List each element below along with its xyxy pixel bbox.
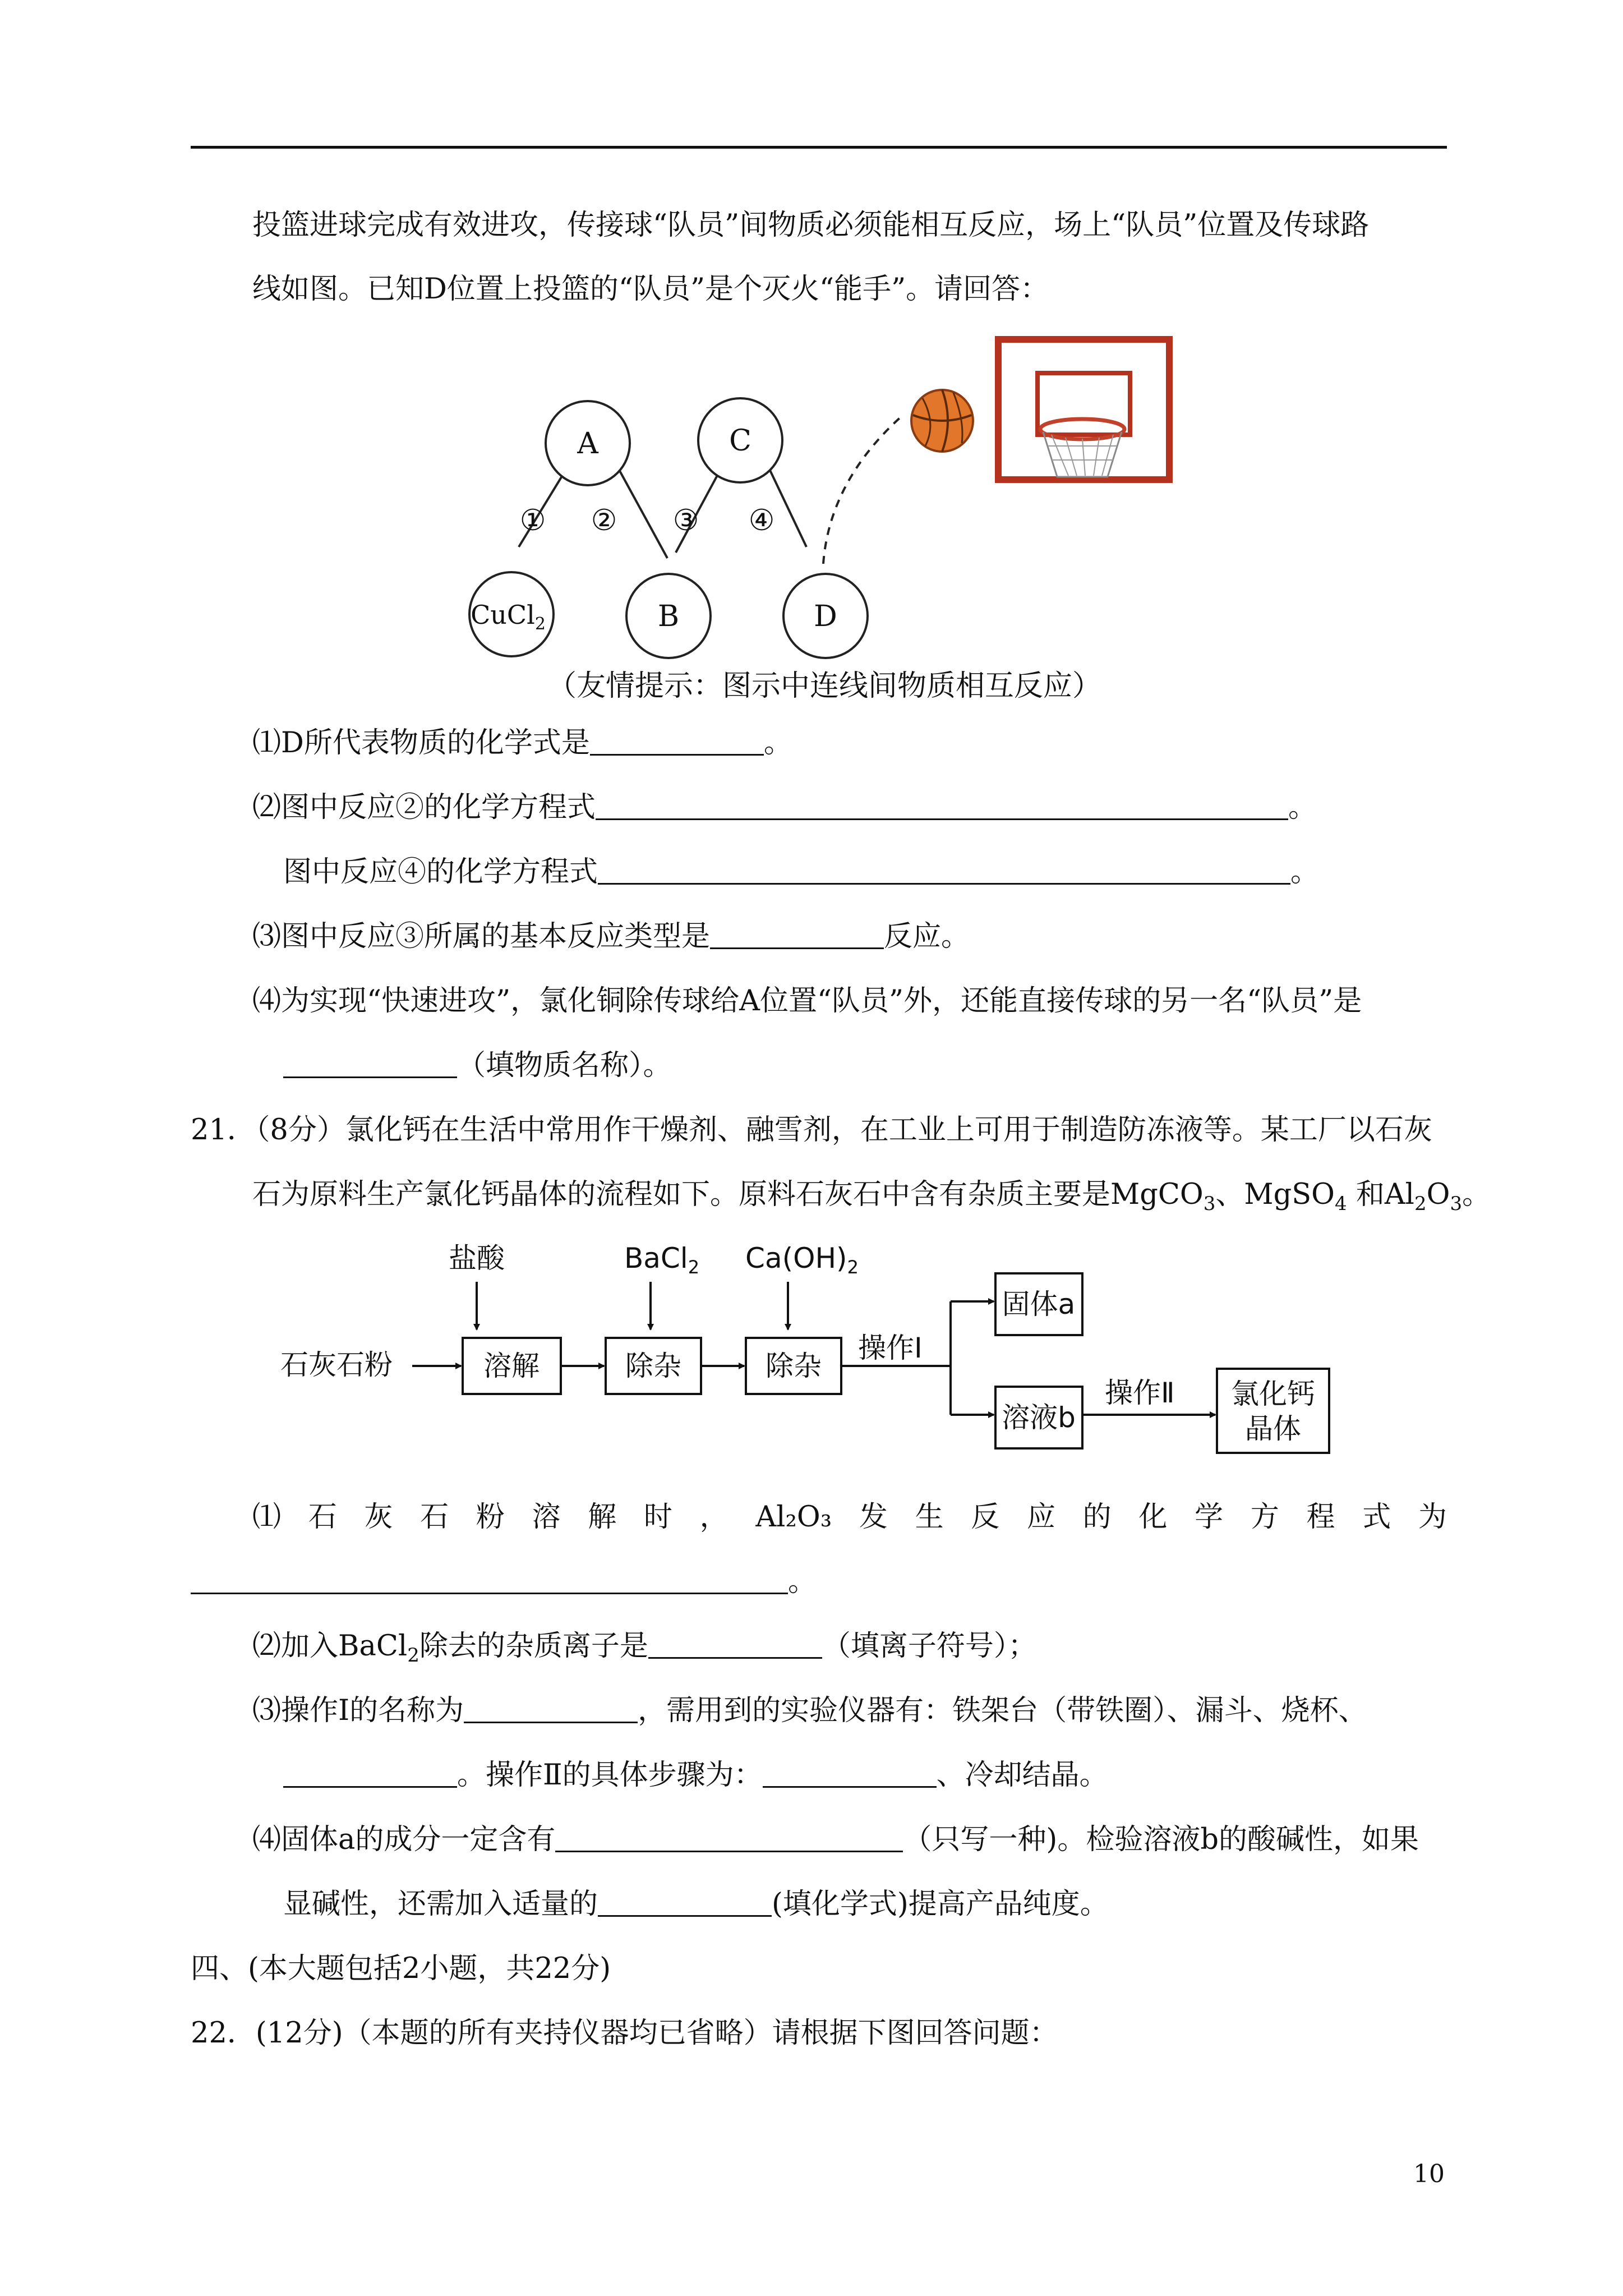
passing-diagram [460,331,1189,712]
page-number: 10 [1413,2160,1445,2188]
diagram-caption: （友情提示：图示中连线间物质相互反应） [547,669,1102,703]
box-product-label-2: 晶体 [1245,1412,1301,1445]
answer-blank-20-4[interactable] [283,1051,457,1078]
box-solution-b-label: 溶液b [1002,1401,1076,1434]
answer-blank-21-2[interactable] [648,1631,822,1659]
answer-blank-20-2b[interactable] [598,857,1290,885]
q21-p3-line2: 。操作Ⅱ的具体步骤为： 、冷却结晶。 [283,1759,1108,1792]
operation-1-label: 操作Ⅰ [858,1332,923,1364]
edge-label-1: ① [519,504,546,537]
answer-blank-20-3[interactable] [710,922,884,949]
q20-p2: ⑵图中反应②的化学方程式 。 [252,791,1317,824]
q20-p4-line1: ⑷为实现“快速进攻”，氯化铜除传球给A位置“队员”外，还能直接传球的另一名“队员”是 [252,984,1362,1018]
q22-heading: 22．(12分)（本题的所有夹持仪器均已省略）请根据下图回答问题： [191,2017,1058,2050]
node-c-label: C [729,424,751,458]
node-b-label: B [657,600,680,633]
edge-label-2: ② [591,504,617,537]
header-rule [191,146,1447,149]
box-product-label-1: 氯化钙 [1231,1378,1315,1410]
q21-p4-line2: 显碱性，还需加入适量的 (填化学式)提高产品纯度。 [283,1888,1109,1921]
answer-blank-21-4b[interactable] [598,1889,772,1917]
node-d-label: D [814,600,837,633]
answer-blank-21-3b[interactable] [283,1760,457,1788]
basketball-icon [911,390,973,452]
process-flow-diagram [269,1234,1391,1470]
intro-line-2: 线如图。已知D位置上投篮的“队员”是个灭火“能手”。请回答： [252,273,1049,306]
q21-p2: ⑵加入BaCl$_2$除去的杂质离子是 （填离子符号）； [252,1630,1037,1667]
q21-p3-line1: ⑶操作Ⅰ的名称为 ，需用到的实验仪器有：铁架台（带铁圈）、漏斗、烧杯、 [252,1694,1367,1727]
intro-line-1: 投篮进球完成有效进攻，传接球“队员”间物质必须能相互反应，场上“队员”位置及传球路 [252,209,1370,242]
answer-blank-21-4a[interactable] [555,1825,903,1852]
basketball-hoop-icon [998,339,1169,480]
box-purify-2-label: 除杂 [766,1350,822,1382]
pass-path [823,415,903,564]
answer-blank-21-3a[interactable] [464,1696,638,1723]
box-dissolve-label: 溶解 [483,1350,540,1382]
box-purify-1-label: 除杂 [625,1350,681,1382]
section-4-heading: 四、(本大题包括2小题，共22分) [191,1952,611,1985]
edge-label-4: ④ [748,504,775,537]
start-material: 石灰石粉 [280,1349,393,1381]
reagent-caoh2: $Ca(OH)_2$ [745,1242,859,1278]
q21-p4-line1: ⑷固体a的成分一定含有 （只写一种)。检验溶液b的酸碱性，如果 [252,1823,1419,1856]
q20-p1: ⑴D所代表物质的化学式是 。 [252,726,792,760]
q20-p2b: 图中反应④的化学方程式 。 [283,855,1320,889]
reagent-bacl2: BaCl$_2$ [624,1242,700,1278]
node-cucl2-label: CuCl$_2$ [471,600,546,634]
answer-blank-20-1[interactable] [590,728,764,756]
answer-blank-20-2[interactable] [596,793,1288,820]
q21-p1-line1: ⑴ 石 灰 石 粉 溶 解 时 ， Al₂O₃ 发 生 反 应 的 化 学 方 程 式 为 [252,1501,1447,1534]
node-a-label: A [577,427,598,461]
q21-heading-line-2: 石为原料生产氯化钙晶体的流程如下。原料石灰石中含有杂质主要是MgCO$_3$、MgSO$_4$ 和$Al_2O_3$。 [252,1178,1491,1216]
q21-heading-line-1: 21．（8分）氯化钙在生活中常用作干燥剂、融雪剂，在工业上可用于制造防冻液等。某工厂以石灰 [191,1114,1432,1147]
reagent-hcl: 盐酸 [449,1242,505,1274]
q20-p4-line2: （填物质名称）。 [283,1049,672,1083]
operation-2-label: 操作Ⅱ [1105,1377,1175,1409]
box-solid-a-label: 固体a [1002,1288,1076,1320]
answer-blank-21-1[interactable] [191,1567,788,1594]
q21-p1-line2: 。 [191,1565,817,1599]
edge-label-3: ③ [672,504,699,537]
q20-p3: ⑶图中反应③所属的基本反应类型是 反应。 [252,920,970,953]
answer-blank-21-3c[interactable] [763,1760,937,1788]
